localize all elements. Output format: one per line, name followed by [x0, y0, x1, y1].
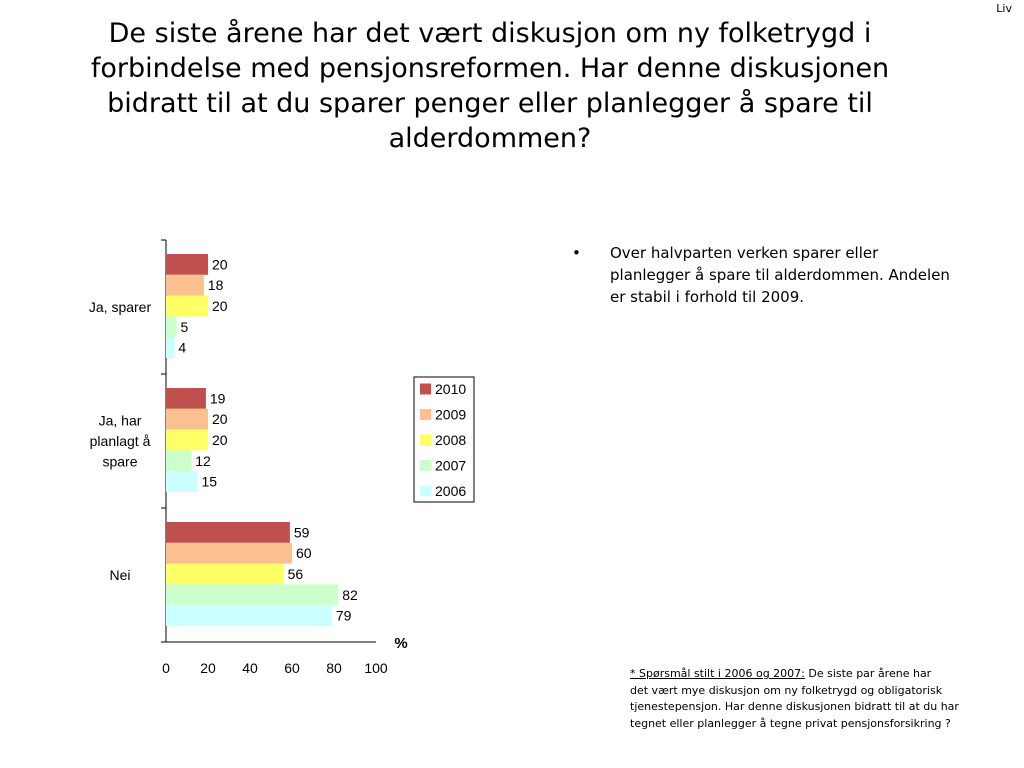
title-line: forbindelse med pensjonsreformen. Har denne diskusjonen: [90, 53, 890, 85]
footnote-label: * Spørsmål stilt i 2006 og 2007:: [630, 667, 805, 680]
legend-swatch: [420, 460, 431, 471]
data-label: 56: [287, 566, 304, 582]
data-label: 79: [335, 607, 352, 624]
bullet-line: planlegger å spare til alderdommen. Andelen: [610, 265, 950, 284]
data-label: 5: [180, 318, 189, 335]
legend-entry: 2010: [435, 381, 467, 397]
legend-entry: 2009: [435, 406, 467, 423]
x-axis-label: %: [394, 635, 408, 652]
data-label: 18: [207, 277, 224, 294]
bar-2006: [166, 337, 174, 358]
category-label: Ja, har: [98, 412, 142, 429]
data-label: 15: [201, 473, 218, 490]
data-label: 20: [212, 432, 228, 448]
footnote-line: det vært mye diskusjon om ny folketrygd og obligatorisk: [630, 683, 943, 697]
bar-2006: [166, 605, 332, 626]
data-label: 19: [209, 390, 226, 407]
legend-entry: 2008: [435, 432, 467, 448]
bar-2009: [166, 275, 204, 296]
legend-swatch: [420, 435, 431, 446]
title-line: bidratt til at du sparer penger eller planlegger å spare til: [107, 88, 873, 120]
bar-2009: [166, 409, 208, 430]
bar-2010: [166, 522, 290, 543]
data-label: 82: [342, 586, 358, 603]
bullet-line: er stabil i forhold til 2009.: [610, 287, 805, 306]
data-label: 20: [212, 298, 228, 314]
bar-2006: [166, 471, 198, 492]
bar-2009: [166, 543, 292, 564]
bullet-list: [572, 243, 982, 308]
bullet-item: [572, 243, 982, 308]
legend-entry: 2006: [435, 483, 467, 499]
legend-swatch: [420, 384, 431, 395]
bullet-line: Over halvparten verken sparer eller: [610, 244, 879, 262]
x-tick-label: 100: [364, 660, 388, 676]
bar-2007: [166, 584, 338, 605]
category-label: Ja, sparer: [88, 299, 152, 315]
data-label: 59: [293, 524, 310, 541]
bar-2008: [166, 564, 284, 585]
data-label: 20: [212, 411, 228, 428]
data-label: 12: [195, 452, 211, 469]
bar-2010: [166, 254, 208, 275]
brand-label: Liv: [996, 2, 1012, 15]
footnote-line: tegnet eller planlegger å tegne privat pensjonsforsikring ?: [630, 716, 951, 730]
x-tick-label: 20: [200, 660, 216, 676]
bullet-marker: •: [572, 244, 581, 262]
x-tick-label: 0: [162, 660, 170, 676]
legend-entry: 2007: [435, 457, 467, 474]
category-label: spare: [102, 453, 138, 470]
data-label: 4: [178, 339, 187, 356]
legend-swatch: [420, 409, 431, 420]
footnote-line: tjenestepensjon. Har denne diskusjonen bidratt til at du har: [630, 700, 959, 713]
footnote-line: De siste par årene har: [804, 667, 932, 680]
x-tick-label: 60: [284, 660, 300, 676]
x-tick-label: 80: [326, 660, 342, 676]
bar-2010: [166, 388, 206, 409]
bar-2007: [166, 450, 191, 471]
category-label: Nei: [109, 567, 131, 583]
bar-2008: [166, 296, 208, 317]
title-line: alderdommen?: [388, 123, 592, 155]
data-label: 20: [212, 256, 228, 273]
legend-swatch: [420, 486, 431, 497]
x-tick-label: 40: [242, 660, 258, 676]
bar-2007: [166, 316, 177, 337]
footnote: [630, 666, 1000, 732]
bar-2008: [166, 430, 208, 451]
title-line: De siste årene har det vært diskusjon om ny folketrygd i: [108, 18, 872, 49]
data-label: 60: [296, 545, 312, 562]
category-label: planlagt å: [89, 433, 151, 449]
